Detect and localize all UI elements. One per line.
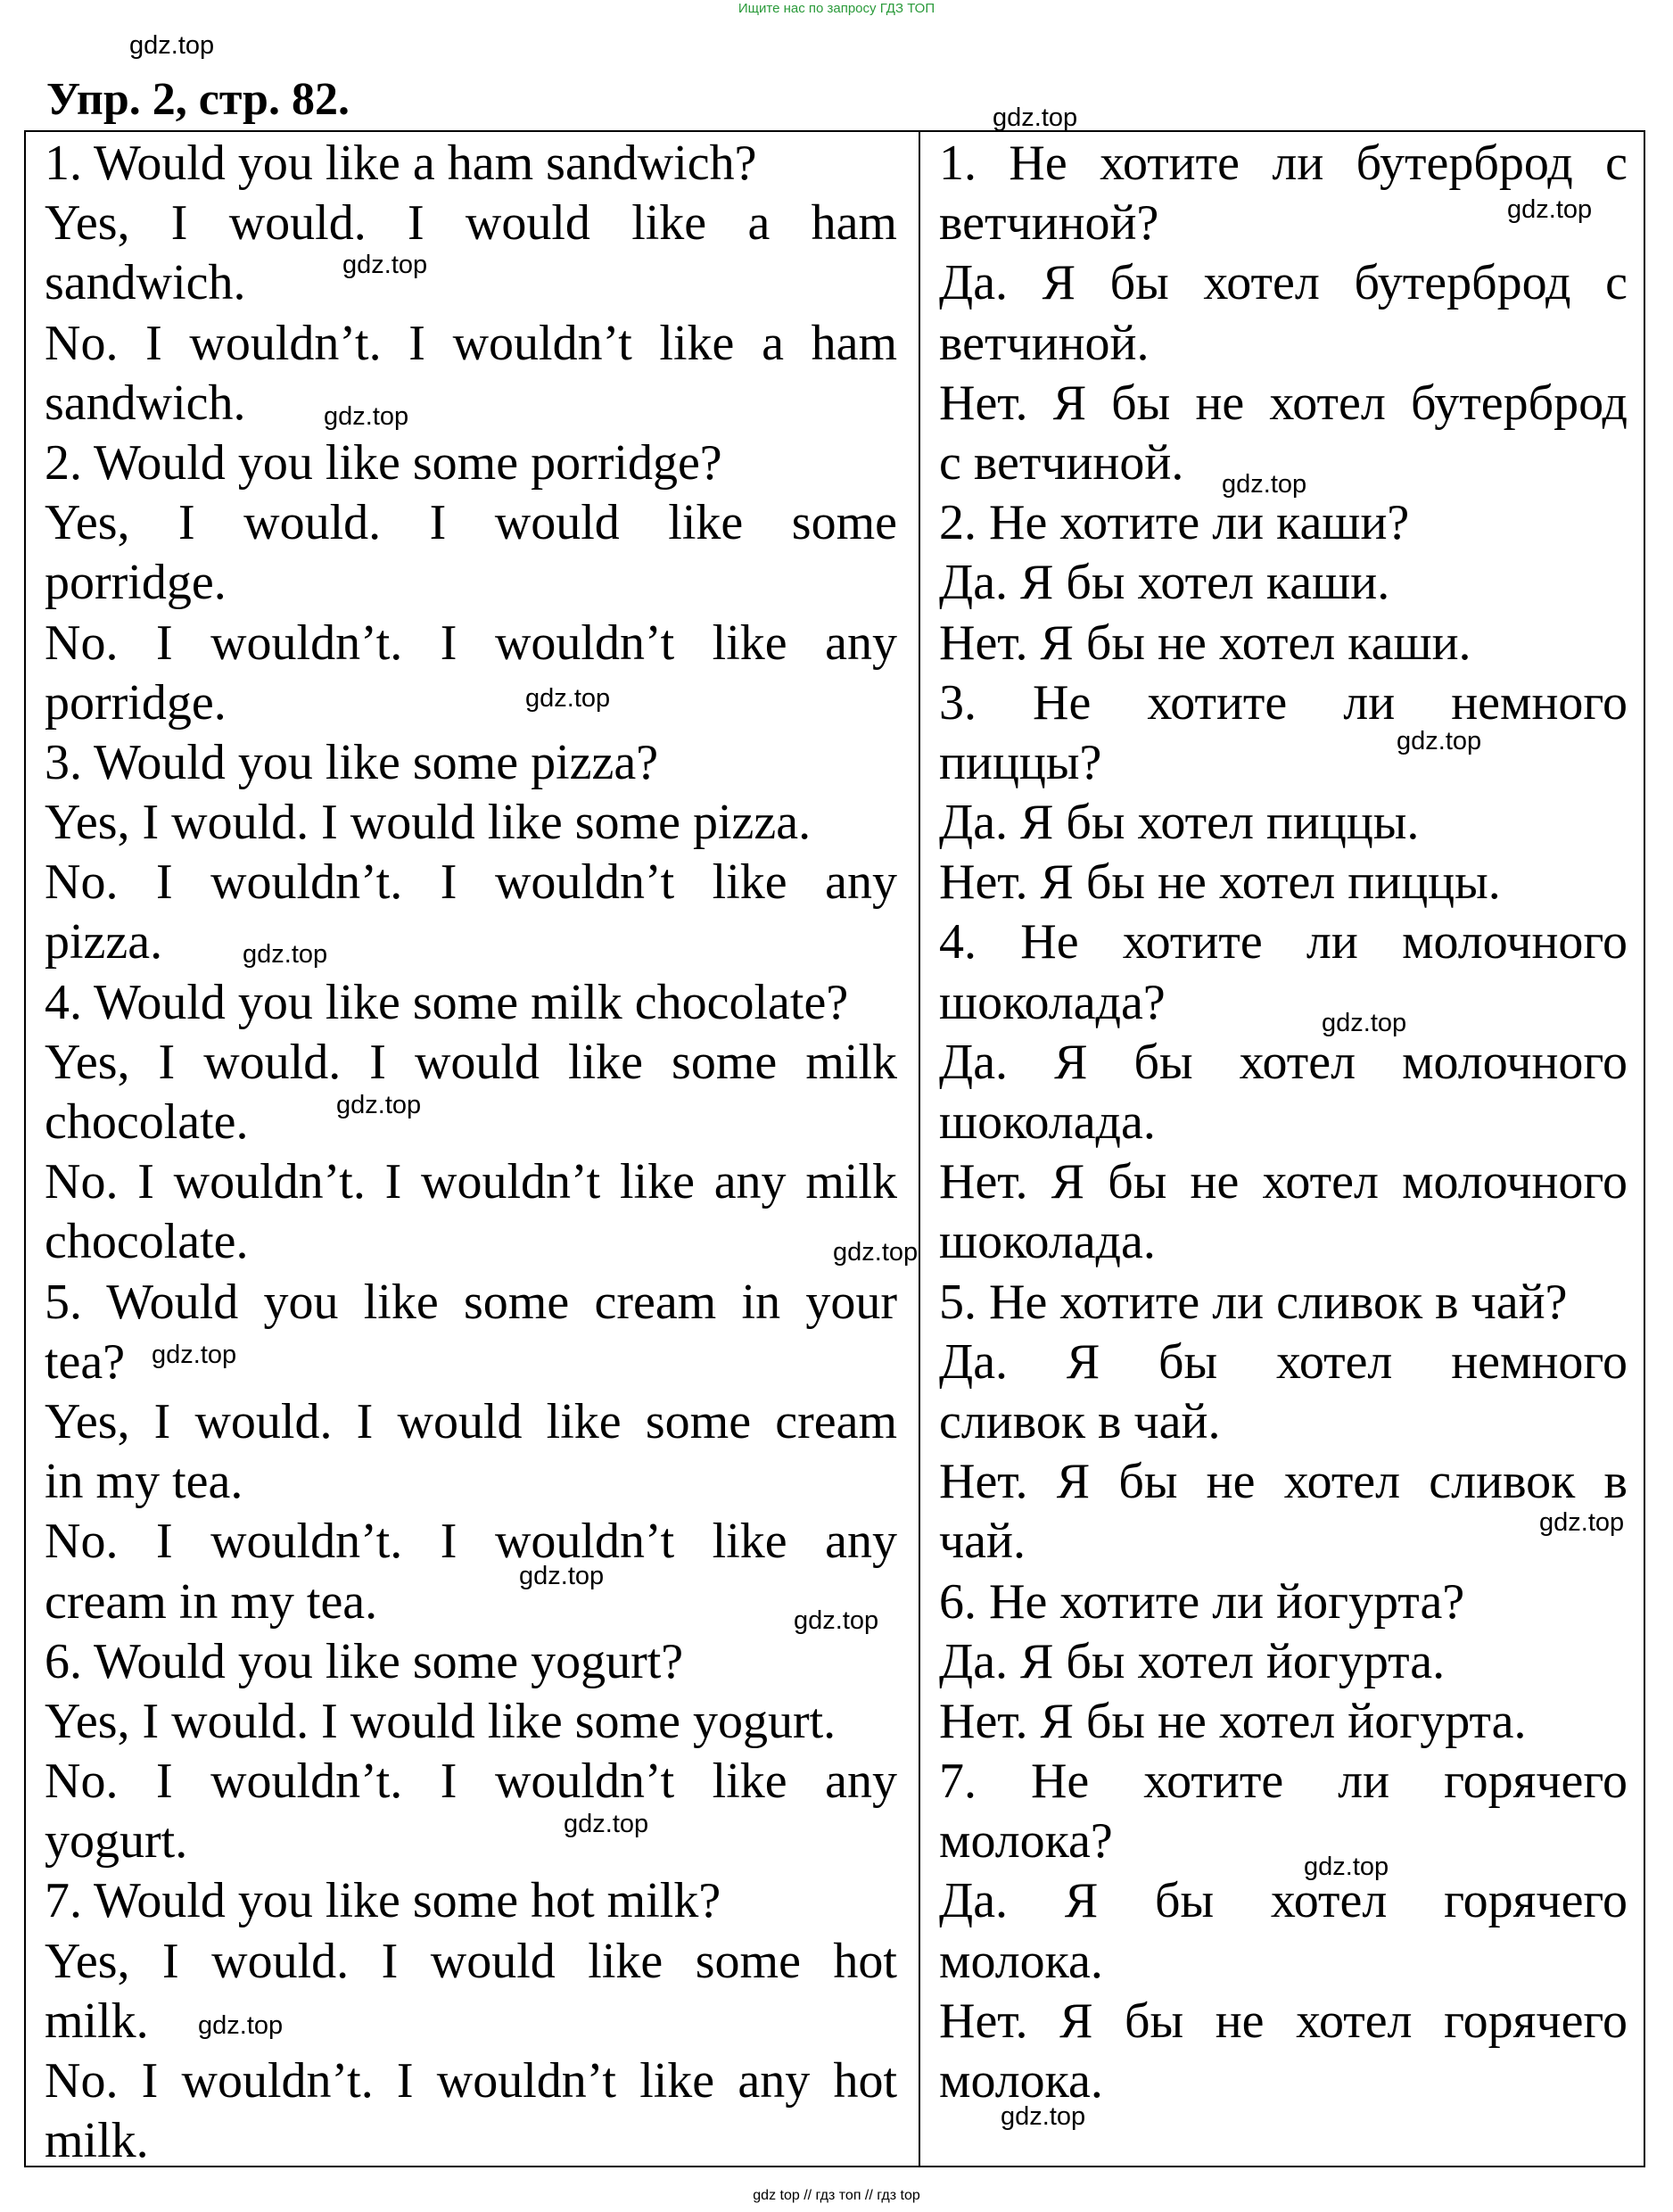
question-line: 1. Не хотите ли бутерброд с bbox=[939, 136, 1628, 191]
question-line: ветчиной? bbox=[939, 195, 1159, 252]
russian-column bbox=[939, 134, 1628, 2111]
answer-line: No. I wouldn’t. I wouldn’t like any hot bbox=[45, 2053, 897, 2109]
page-title: Упр. 2, стр. 82. bbox=[46, 74, 350, 125]
answer-line: No. I wouldn’t. I wouldn’t like any bbox=[45, 615, 897, 671]
watermark: gdz.top bbox=[1001, 2102, 1086, 2131]
answer-line: Нет. Я бы не хотел сливок в bbox=[939, 1454, 1628, 1510]
answer-line: in my tea. bbox=[45, 1454, 243, 1510]
answer-line: No. I wouldn’t. I wouldn’t like any bbox=[45, 1754, 897, 1810]
answer-line: porridge. bbox=[45, 555, 227, 611]
answer-line: No. I wouldn’t. I wouldn’t like a ham bbox=[45, 315, 897, 371]
watermark: gdz.top bbox=[993, 103, 1078, 132]
watermark: gdz.top bbox=[1507, 195, 1593, 224]
answer-line: No. I wouldn’t. I wouldn’t like any bbox=[45, 1514, 897, 1570]
answer-line: porridge. bbox=[45, 674, 227, 730]
answer-line: Да. Я бы хотел горячего bbox=[939, 1873, 1628, 1929]
answer-line: шоколада. bbox=[939, 1214, 1156, 1270]
answer-line: Yes, I would. I would like some milk bbox=[45, 1034, 897, 1090]
answer-line: сливок в чай. bbox=[939, 1393, 1221, 1449]
watermark: gdz.top bbox=[129, 31, 215, 60]
answer-line: yogurt. bbox=[45, 1813, 188, 1869]
question-line: 2. Не хотите ли каши? bbox=[939, 495, 1410, 551]
answer-line: Нет. Я бы не хотел бутерброд bbox=[939, 375, 1628, 431]
watermark: gdz.top bbox=[519, 1562, 605, 1590]
top-banner[interactable]: Ищите нас по запросу ГДЗ ТОП bbox=[738, 1, 935, 16]
watermark: gdz.top bbox=[336, 1091, 422, 1119]
answer-line: sandwich. bbox=[45, 255, 246, 311]
watermark: gdz.top bbox=[1322, 1009, 1407, 1037]
watermark: gdz.top bbox=[525, 684, 611, 713]
answer-line: Да. Я бы хотел немного bbox=[939, 1333, 1628, 1390]
answer-line: milk. bbox=[45, 2113, 149, 2169]
footer[interactable]: gdz top // гдз топ // гдз top bbox=[753, 2188, 920, 2203]
answer-line: Yes, I would. I would like some cream bbox=[45, 1393, 897, 1449]
watermark: gdz.top bbox=[324, 402, 409, 431]
question-line: 5. Не хотите ли сливок в чай? bbox=[939, 1274, 1568, 1330]
answer-line: Да. Я бы хотел молочного bbox=[939, 1034, 1628, 1090]
question-line: 4. Не хотите ли молочного bbox=[939, 914, 1628, 970]
watermark: gdz.top bbox=[1222, 470, 1307, 499]
answer-line: Да. Я бы хотел йогурта. bbox=[939, 1633, 1446, 1689]
answer-line: Нет. Я бы не хотел молочного bbox=[939, 1154, 1628, 1210]
watermark: gdz.top bbox=[1539, 1508, 1625, 1537]
answer-line: chocolate. bbox=[45, 1214, 249, 1270]
answer-line: Yes, I would. I would like some bbox=[45, 495, 897, 551]
question-line: шоколада? bbox=[939, 974, 1166, 1030]
question-line: tea? bbox=[45, 1333, 126, 1390]
answer-line: шоколада. bbox=[939, 1094, 1156, 1150]
answer-line: Нет. Я бы не хотел йогурта. bbox=[939, 1693, 1527, 1749]
watermark: gdz.top bbox=[794, 1606, 879, 1635]
answer-line: Да. Я бы хотел каши. bbox=[939, 555, 1390, 611]
answer-line: с ветчиной. bbox=[939, 434, 1184, 491]
answer-line: milk. bbox=[45, 1993, 149, 2049]
answer-line: Yes, I would. I would like some hot bbox=[45, 1933, 897, 1989]
watermark: gdz.top bbox=[342, 251, 428, 279]
question-line: 7. Would you like some hot milk? bbox=[45, 1873, 721, 1929]
answer-line: ветчиной. bbox=[939, 315, 1150, 371]
answer-line: Yes, I would. I would like some pizza. bbox=[45, 795, 812, 851]
answer-line: Yes, I would. I would like some yogurt. bbox=[45, 1693, 836, 1749]
answer-line: Нет. Я бы не хотел каши. bbox=[939, 615, 1471, 671]
column-divider bbox=[919, 130, 920, 2167]
english-column bbox=[45, 134, 897, 2171]
question-line: пиццы? bbox=[939, 734, 1102, 790]
answer-line: Нет. Я бы не хотел горячего bbox=[939, 1993, 1628, 2049]
question-line: 7. Не хотите ли горячего bbox=[939, 1754, 1628, 1810]
watermark: gdz.top bbox=[1304, 1853, 1389, 1881]
watermark: gdz.top bbox=[243, 940, 328, 969]
question-line: 1. Would you like a ham sandwich? bbox=[45, 136, 757, 191]
question-line: 4. Would you like some milk chocolate? bbox=[45, 974, 849, 1030]
answer-line: Нет. Я бы не хотел пиццы. bbox=[939, 854, 1501, 911]
answer-line: cream in my tea. bbox=[45, 1573, 378, 1630]
question-line: 6. Would you like some yogurt? bbox=[45, 1633, 684, 1689]
question-line: 3. Не хотите ли немного bbox=[939, 674, 1628, 730]
question-line: молока? bbox=[939, 1813, 1113, 1869]
question-line: 6. Не хотите ли йогурта? bbox=[939, 1573, 1465, 1630]
watermark: gdz.top bbox=[564, 1810, 649, 1838]
watermark: gdz.top bbox=[198, 2011, 284, 2040]
answer-line: No. I wouldn’t. I wouldn’t like any bbox=[45, 854, 897, 911]
answer-line: No. I wouldn’t. I wouldn’t like any milk bbox=[45, 1154, 897, 1210]
answer-line: sandwich. bbox=[45, 375, 246, 431]
watermark: gdz.top bbox=[152, 1341, 237, 1369]
question-line: 2. Would you like some porridge? bbox=[45, 434, 722, 491]
answer-line: Да. Я бы хотел бутерброд с bbox=[939, 255, 1628, 311]
answer-line: молока. bbox=[939, 2053, 1103, 2109]
watermark: gdz.top bbox=[833, 1238, 919, 1267]
answer-line: Yes, I would. I would like a ham bbox=[45, 195, 897, 252]
answer-line: chocolate. bbox=[45, 1094, 249, 1150]
answer-line: Да. Я бы хотел пиццы. bbox=[939, 795, 1420, 851]
answer-line: pizza. bbox=[45, 914, 163, 970]
question-line: 5. Would you like some cream in your bbox=[45, 1274, 897, 1330]
watermark: gdz.top bbox=[1397, 727, 1482, 755]
answer-line: молока. bbox=[939, 1933, 1103, 1989]
question-line: 3. Would you like some pizza? bbox=[45, 734, 659, 790]
answer-line: чай. bbox=[939, 1514, 1026, 1570]
